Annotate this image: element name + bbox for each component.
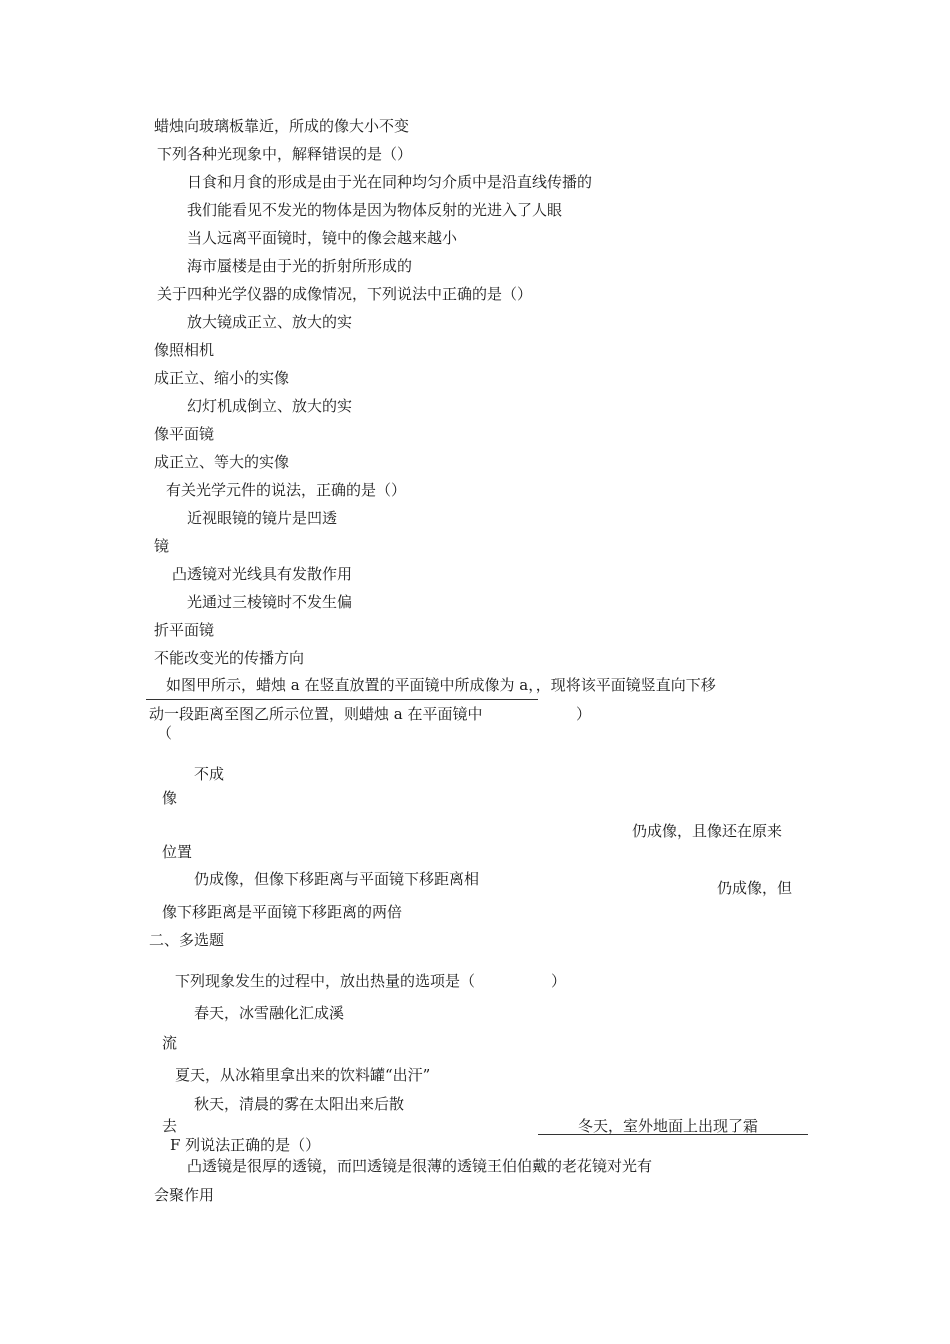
text-line: 像 [162,789,178,807]
underline-rule [538,1134,808,1135]
option-line: 我们能看见不发光的物体是因为物体反射的光进入了人眼 [187,201,563,219]
text-line: 成正立、等大的实像 [154,453,290,471]
option-line: 仍成像，但 [717,879,793,897]
question-line: 如图甲所示，蜡烛 a 在竖直放置的平面镜中所成像为 a，，现将该平面镜竖直向下移 [166,676,716,694]
option-line: 日食和月食的形成是由于光在同种均匀介质中是沿直线传播的 [187,173,593,191]
option-line: 夏天，从冰箱里拿出来的饮料罐“出汗” [175,1066,431,1084]
option-line: 仍成像，且像还在原来 [632,822,783,840]
text-line: 位置 [162,843,193,861]
option-line: 近视眼镜的镜片是凹透 [187,509,338,527]
text-line: 会聚作用 [154,1186,215,1204]
bracket-close: ） [551,972,567,990]
option-line: 秋天，清晨的雾在太阳出来后散 [194,1095,405,1113]
text-line: 成正立、缩小的实像 [154,369,290,387]
text-line: 像平面镜 [154,425,215,443]
underline-rule [146,699,538,700]
option-line: 春天，冰雪融化汇成溪 [194,1004,345,1022]
text-line: 蜡烛向玻璃板靠近，所成的像大小不变 [154,117,410,135]
text-line: 流 [162,1034,178,1052]
option-line: 凸透镜是很厚的透镜，而凹透镜是很薄的透镜王伯伯戴的老花镜对光有 [187,1157,653,1175]
option-line: 放大镜成正立、放大的实 [187,313,353,331]
option-line: 海市蜃楼是由于光的折射所形成的 [187,257,413,275]
option-line: 不成 [194,765,225,783]
bracket-close: ） [576,705,592,723]
question-line: 下列各种光现象中，解释错误的是（） [157,145,413,163]
question-line: 关于四种光学仪器的成像情况，下列说法中正确的是（） [157,285,533,303]
text-line: 像下移距离是平面镜下移距离的两倍 [162,903,403,921]
option-line: 仍成像，但像下移距离与平面镜下移距离相 [194,870,480,888]
text-line: 镜 [154,537,170,555]
option-line: 幻灯机成倒立、放大的实 [187,397,353,415]
option-line: 光通过三棱镜时不发生偏 [187,593,353,611]
option-line: 凸透镜对光线具有发散作用 [172,565,353,583]
text-line: 不能改变光的传播方向 [154,649,305,667]
text-line: 去 [162,1117,178,1135]
option-line: 冬天，室外地面上出现了霜 [578,1117,759,1135]
option-line: 当人远离平面镜时，镜中的像会越来越小 [187,229,458,247]
text-line: 折平面镜 [154,621,215,639]
question-line: 有关光学元件的说法，正确的是（） [166,481,407,499]
question-line: 动一段距离至图乙所示位置，则蜡烛 a 在平面镜中 [149,705,483,723]
question-line: F 列说法正确的是（） [170,1136,321,1154]
bracket-open: （ [157,724,173,742]
section-heading: 二、多选题 [149,931,225,949]
text-line: 像照相机 [154,341,215,359]
question-line: 下列现象发生的过程中，放出热量的选项是（ [175,972,476,990]
